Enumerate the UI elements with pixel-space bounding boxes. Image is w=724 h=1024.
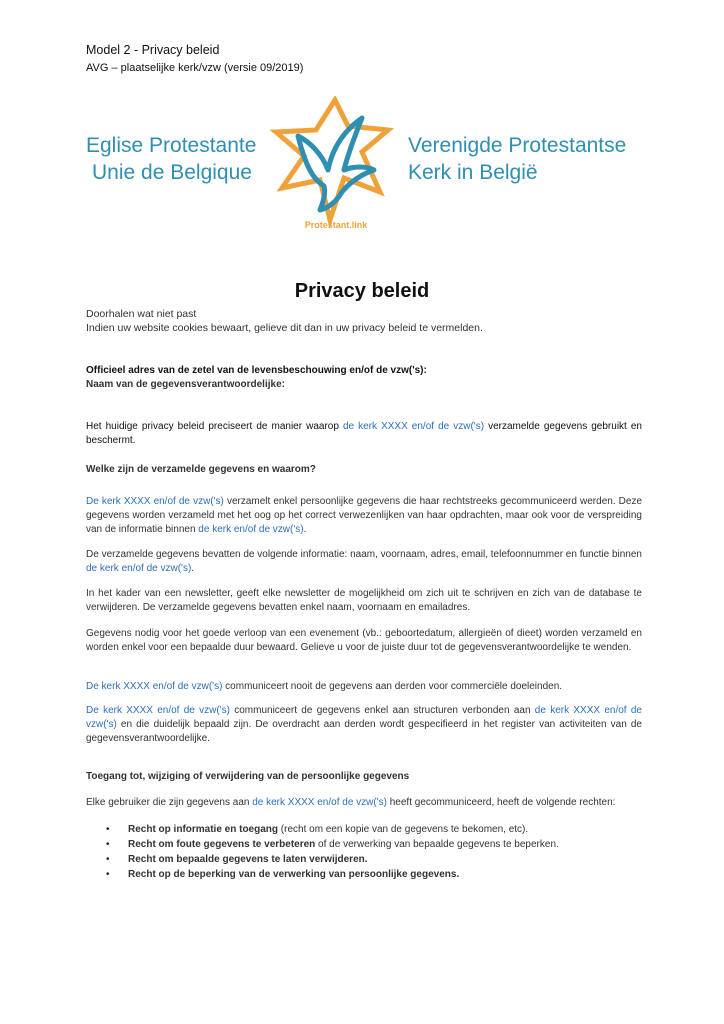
p2-text-2: . xyxy=(191,563,195,574)
p7-text-2: heeft gecommuniceerd, heeft de volgende rechten: xyxy=(386,797,616,808)
paragraph-data-fields xyxy=(86,548,642,576)
p1-entity-1: De kerk XXXX en/of de vzw('s) xyxy=(86,496,224,507)
list-item xyxy=(86,852,642,867)
paragraph-rights-intro xyxy=(86,796,642,810)
p1-text-1: verzamelt enkel persoonlijke gegevens die haar rechtstreeks gecommuniceerd werden. Deze gegevens worden verzameld met het oog op het correct verwezenlijken van haar opdrachten, maar ook voor de verspreiding van de informatie binnen xyxy=(86,496,643,535)
p7-text-1: Elke gebruiker die zijn gegevens aan xyxy=(86,797,253,808)
right-title: Recht op de beperking van de verwerking van persoonlijke gegevens. xyxy=(128,869,460,880)
p2-entity: de kerk en/of de vzw('s) xyxy=(86,563,192,574)
logo-text-french-line1: Eglise Protestante xyxy=(86,134,257,157)
paragraph-collection xyxy=(86,495,642,537)
logo-text-french-line2: Unie de Belgique xyxy=(92,161,252,184)
note-strike-text: Doorhalen wat niet past xyxy=(86,308,197,320)
paragraph-events: Gegevens nodig voor het goede verloop van een evenement (vb.: geboortedatum, allergieën of dieet) worden verzameld en worden enkel voor een bepaalde duur bewaard. Gelieve u voor de juiste duur tot de gegevensverantwoordelijke te wenden. xyxy=(86,628,642,653)
intro-text-1: Het huidige privacy beleid preciseert de manier waarop xyxy=(86,421,343,432)
document-header-title: Model 2 - Privacy beleid xyxy=(86,43,220,57)
right-title: Recht om foute gegevens te verbeteren xyxy=(128,839,316,850)
p5-text: communiceert nooit de gegevens aan derden voor commerciële doeleinden. xyxy=(222,681,563,692)
paragraph-no-commercial xyxy=(86,680,642,694)
logo-text-dutch-line2: Kerk in België xyxy=(408,161,538,184)
p6-entity-1: De kerk XXXX en/of de vzw('s) xyxy=(86,705,230,716)
logo-text-dutch-line1: Verenigde Protestantse xyxy=(408,134,627,157)
right-title: Recht op informatie en toegang xyxy=(128,824,279,835)
rights-list-container xyxy=(86,822,642,882)
logo-caption: Protestant.link xyxy=(304,220,368,230)
page-title: Privacy beleid xyxy=(294,280,430,302)
list-item xyxy=(86,822,642,837)
right-detail: of de verwerking van bepaalde gegevens te beperken. xyxy=(315,839,559,850)
controller-label: Naam van de gegevensverantwoordelijke: xyxy=(86,379,285,390)
p7-entity: de kerk XXXX en/of de vzw('s) xyxy=(252,797,387,808)
section-heading-collected-data: Welke zijn de verzamelde gegevens en waarom? xyxy=(86,464,316,475)
section-heading-access-rights: Toegang tot, wijziging of verwijdering van de persoonlijke gegevens xyxy=(86,771,410,782)
note-cookies-text: Indien uw website cookies bewaart, gelieve dit dan in uw privacy beleid te vermelden. xyxy=(86,322,483,334)
p6-entity-2: de kerk XXXX en/of de vzw('s) xyxy=(86,705,642,730)
list-item xyxy=(86,867,642,882)
p5-entity: De kerk XXXX en/of de vzw('s) xyxy=(86,681,223,692)
intro-paragraph xyxy=(86,420,642,448)
intro-text-2: verzamelde gegevens gebruikt en beschermt. xyxy=(86,421,642,446)
p6-text-2: en die duidelijk bepaald zijn. De overdracht aan derden wordt gespecifieerd in het register van activiteiten van de gegevensverantwoordelijke. xyxy=(86,719,642,744)
p1-text-2: . xyxy=(303,524,307,535)
logo-text-dutch xyxy=(408,132,626,186)
p2-text-1: De verzamelde gegevens bevatten de volgende informatie: naam, voornaam, adres, email, telefoonnummer en functie binnen xyxy=(86,549,642,560)
logo-text-french xyxy=(86,132,256,186)
church-logo-icon xyxy=(270,96,400,236)
p6-text-1: communiceert de gegevens enkel aan structuren verbonden aan xyxy=(229,705,535,716)
address-block xyxy=(86,364,642,392)
paragraph-newsletter: In het kader van een newsletter, geeft elke newsletter de mogelijkheid om zich uit te schrijven en zich van de database te verwijderen. De verzamelde gegevens bevatten enkel naam, voornaam en emailadres. xyxy=(86,588,642,613)
paragraph-transfer xyxy=(86,704,642,746)
address-heading: Officieel adres van de zetel van de levensbeschouwing en/of de vzw('s): xyxy=(86,365,427,376)
list-item xyxy=(86,837,642,852)
p1-entity-2: de kerk en/of de vzw('s) xyxy=(198,524,304,535)
notes-block xyxy=(86,307,642,335)
right-detail: (recht om een kopie van de gegevens te bekomen, etc). xyxy=(278,824,529,835)
right-title: Recht om bepaalde gegevens te laten verwijderen. xyxy=(128,854,368,865)
document-header-subtitle: AVG – plaatselijke kerk/vzw (versie 09/2019) xyxy=(86,62,304,74)
rights-list xyxy=(86,822,642,882)
intro-entity: de kerk XXXX en/of de vzw('s) xyxy=(342,421,485,432)
